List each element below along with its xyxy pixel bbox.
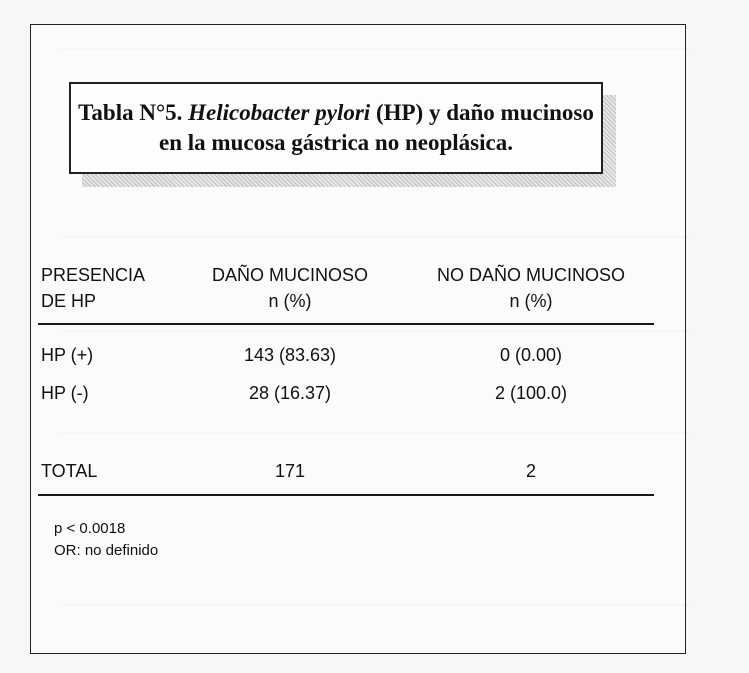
total-no-dano-value: 2: [525, 461, 536, 481]
header-no-dano-line1: NO DAÑO MUCINOSO: [436, 265, 625, 285]
odds-ratio-note: OR: no definido: [54, 542, 159, 559]
total-label: TOTAL: [41, 461, 98, 481]
header-dano-line2: n (%): [268, 291, 312, 311]
total-dano-value: 171: [274, 461, 306, 481]
header-presencia: [41, 262, 145, 314]
row-dano-value: 28 (16.37): [248, 383, 332, 403]
title-prefix: Tabla N°5.: [78, 100, 183, 125]
header-dano-mucinoso: [190, 262, 390, 314]
title-organism: Helicobacter pylori: [188, 100, 371, 125]
header-dano-line1: DAÑO MUCINOSO: [211, 265, 368, 285]
row-no-dano-value: 0 (0.00): [499, 345, 563, 365]
title-line1-rest: (HP) y daño mucinoso: [375, 100, 594, 125]
row-dano-value: 143 (83.63): [243, 345, 337, 365]
row-no-dano-value: 2 (100.0): [494, 383, 568, 403]
title-line-1: [78, 98, 594, 128]
table-title-box: [69, 82, 603, 174]
row-label: HP (+): [41, 345, 94, 365]
header-presencia-line2: DE HP: [41, 291, 97, 311]
header-no-dano-mucinoso: [421, 262, 641, 314]
p-value-note: p < 0.0018: [54, 520, 126, 537]
title-line-2: en la mucosa gástrica no neoplásica.: [159, 130, 513, 155]
header-no-dano-line2: n (%): [509, 291, 553, 311]
footer-rule: [38, 494, 654, 496]
header-rule: [38, 323, 654, 325]
header-presencia-line1: PRESENCIA: [41, 265, 146, 285]
row-label: HP (-): [41, 383, 89, 403]
